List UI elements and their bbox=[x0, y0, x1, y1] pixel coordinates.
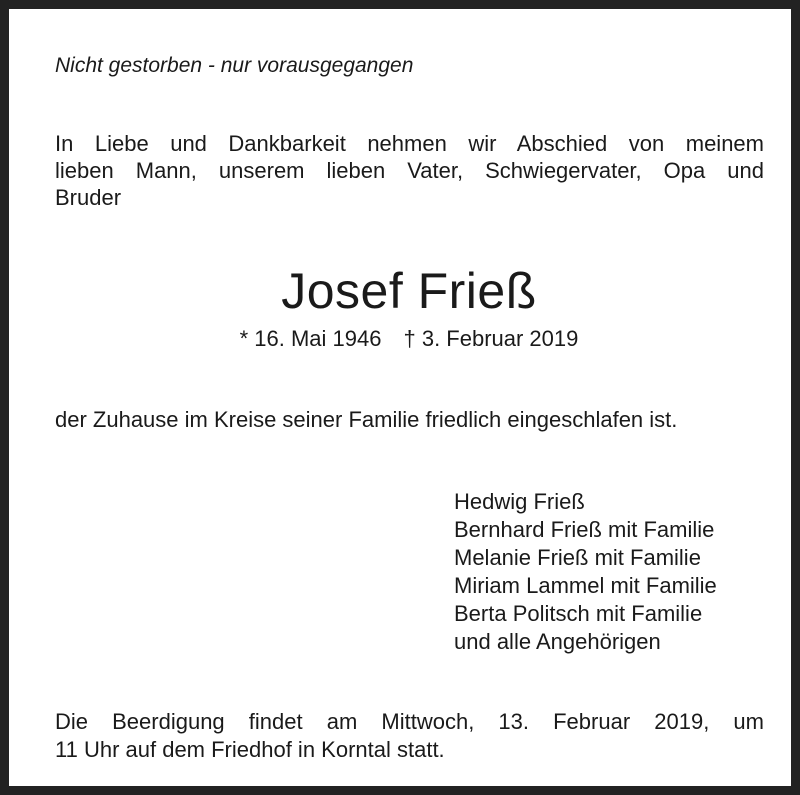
funeral-line: Die Beerdigung findet am Mittwoch, 13. Februar 2019, um bbox=[55, 709, 764, 734]
mourner-item: Bernhard Frieß mit Familie bbox=[454, 517, 715, 542]
mourner-item: Berta Politsch mit Familie bbox=[454, 601, 703, 626]
passed-statement: der Zuhause im Kreise seiner Familie friedlich eingeschlafen ist. bbox=[55, 407, 678, 432]
deceased-name: Josef Frieß bbox=[281, 263, 537, 319]
funeral-details bbox=[55, 708, 764, 764]
life-dates bbox=[9, 325, 800, 353]
motto: Nicht gestorben - nur vorausgegangen bbox=[55, 54, 414, 77]
birth-date: * 16. Mai 1946 bbox=[239, 326, 382, 351]
intro-line: Bruder bbox=[55, 185, 122, 210]
mourner-item: Miriam Lammel mit Familie bbox=[454, 573, 717, 598]
funeral-line: 11 Uhr auf dem Friedhof in Korntal statt. bbox=[55, 737, 445, 762]
intro-paragraph bbox=[55, 130, 764, 211]
intro-line: lieben Mann, unserem lieben Vater, Schwiegervater, Opa und bbox=[55, 158, 764, 183]
mourner-item: und alle Angehörigen bbox=[454, 629, 661, 654]
mourner-item: Melanie Frieß mit Familie bbox=[454, 545, 701, 570]
intro-line: In Liebe und Dankbarkeit nehmen wir Abschied von meinem bbox=[55, 131, 764, 156]
mourners-list bbox=[454, 488, 717, 656]
mourner-item: Hedwig Frieß bbox=[454, 489, 585, 514]
death-date: † 3. Februar 2019 bbox=[403, 326, 579, 351]
